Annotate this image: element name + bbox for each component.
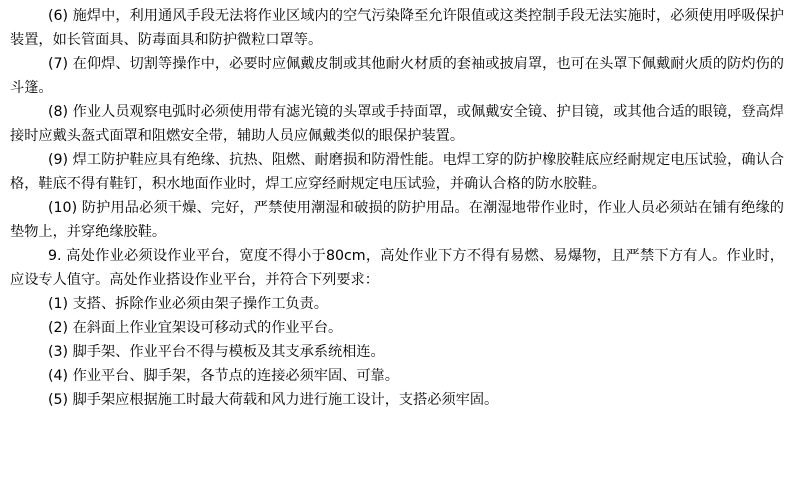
paragraph-item-6: (6) 施焊中，利用通风手段无法将作业区域内的空气污染降至允许限值或这类控制手段无法实施时，必须使用呼吸保护装置，如长管面具、防毒面具和防护微粒口罩等。: [10, 8, 784, 48]
list-item-2: (2) 在斜面上作业宜架设可移动式的作业平台。: [48, 320, 343, 336]
paragraph-item-10: (10) 防护用品必须干燥、完好，严禁使用潮湿和破损的防护用品。在潮湿地带作业时，作业人员必须站在铺有绝缘的垫物上，并穿绝缘胶鞋。: [10, 200, 784, 240]
list-item-5: (5) 脚手架应根据施工时最大荷载和风力进行施工设计，支搭必须牢固。: [48, 392, 499, 408]
section-9-paragraph: 9. 高处作业必须设作业平台，宽度不得小于80cm，高处作业下方不得有易燃、易爆物，且严禁下方有人。作业时，应设专人值守。高处作业搭设作业平台，并符合下列要求：: [10, 248, 784, 288]
list-item-3: (3) 脚手架、作业平台不得与模板及其支承系统相连。: [48, 344, 385, 360]
list-item-1: (1) 支搭、拆除作业必须由架子操作工负责。: [48, 296, 328, 312]
list-item-4: (4) 作业平台、脚手架，各节点的连接必须牢固、可靠。: [48, 368, 399, 384]
paragraph-item-9: (9) 焊工防护鞋应具有绝缘、抗热、阻燃、耐磨损和防滑性能。电焊工穿的防护橡胶鞋底应经耐规定电压试验，确认合格，鞋底不得有鞋钉，积水地面作业时，焊工应穿经耐规定电压试验，并确认合格的防水胶鞋。: [10, 152, 784, 192]
paragraph-item-7: (7) 在仰焊、切割等操作中，必要时应佩戴皮制或其他耐火材质的套袖或披肩罩，也可在头罩下佩戴耐火质的防灼伤的斗篷。: [10, 56, 784, 96]
paragraph-item-8: (8) 作业人员观察电弧时必须使用带有滤光镜的头罩或手持面罩，或佩戴安全镜、护目镜，或其他合适的眼镜，登高焊接时应戴头盔式面罩和阻燃安全带，辅助人员应佩戴类似的眼保护装置。: [10, 104, 784, 144]
